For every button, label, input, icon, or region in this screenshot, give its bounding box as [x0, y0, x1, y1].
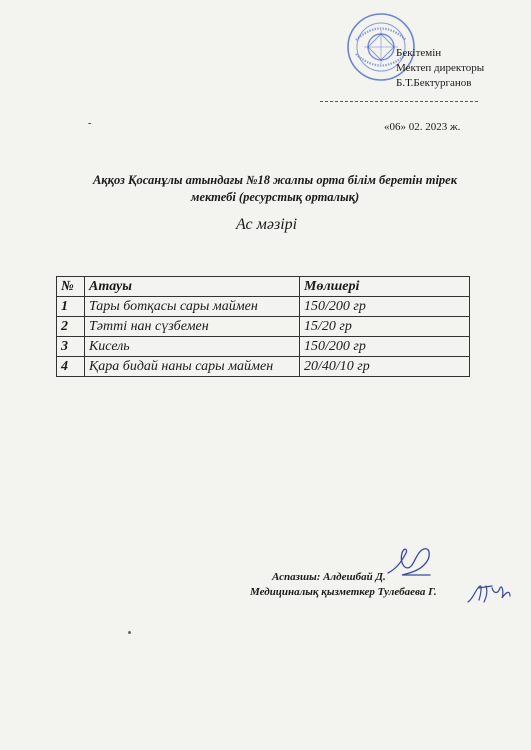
menu-title: Ас мәзірі	[236, 216, 298, 233]
header-number: №	[57, 277, 85, 297]
paper-speck	[128, 631, 131, 634]
medic-signature-text: Медициналық қызметкер Тулебаева Г.	[250, 586, 437, 598]
medic-signature-icon	[466, 580, 512, 608]
row-name: Тәтті нан сүзбемен	[85, 317, 300, 337]
dash-mark: -	[88, 118, 92, 129]
table-row	[57, 337, 470, 357]
menu-table	[56, 276, 470, 377]
row-name: Тары ботқасы сары маймен	[85, 297, 300, 317]
row-name: Қара бидай наны сары маймен	[85, 357, 300, 377]
header-amount: Мөлшері	[300, 277, 470, 297]
approval-heading: Бекітемін	[396, 47, 442, 59]
row-number: 1	[57, 297, 85, 317]
row-amount: 20/40/10 гр	[300, 357, 470, 377]
row-name: Кисель	[85, 337, 300, 357]
school-name	[70, 172, 480, 206]
approval-date: «06» 02. 2023 ж.	[384, 121, 461, 133]
approval-signature-line	[320, 101, 478, 102]
row-number: 2	[57, 317, 85, 337]
cook-signature-text: Аспазшы: Алдешбай Д.	[272, 571, 386, 583]
table-row	[57, 357, 470, 377]
table-header-row	[57, 277, 470, 297]
school-name-line-2: мектебі (ресурстық орталық)	[190, 190, 360, 204]
approval-director-name: Б.Т.Бектурганов	[396, 77, 472, 89]
approval-position: Мектеп директоры	[396, 62, 485, 74]
row-amount: 150/200 гр	[300, 297, 470, 317]
table-row	[57, 317, 470, 337]
approval-block	[396, 46, 484, 91]
row-number: 4	[57, 357, 85, 377]
row-number: 3	[57, 337, 85, 357]
table-row	[57, 297, 470, 317]
row-amount: 15/20 гр	[300, 317, 470, 337]
cook-signature-icon	[384, 543, 436, 583]
school-name-line-1: Аққоз Қосанұлы атындағы №18 жалпы орта білім беретін тірек	[92, 173, 458, 187]
header-name: Атауы	[85, 277, 300, 297]
row-amount: 150/200 гр	[300, 337, 470, 357]
